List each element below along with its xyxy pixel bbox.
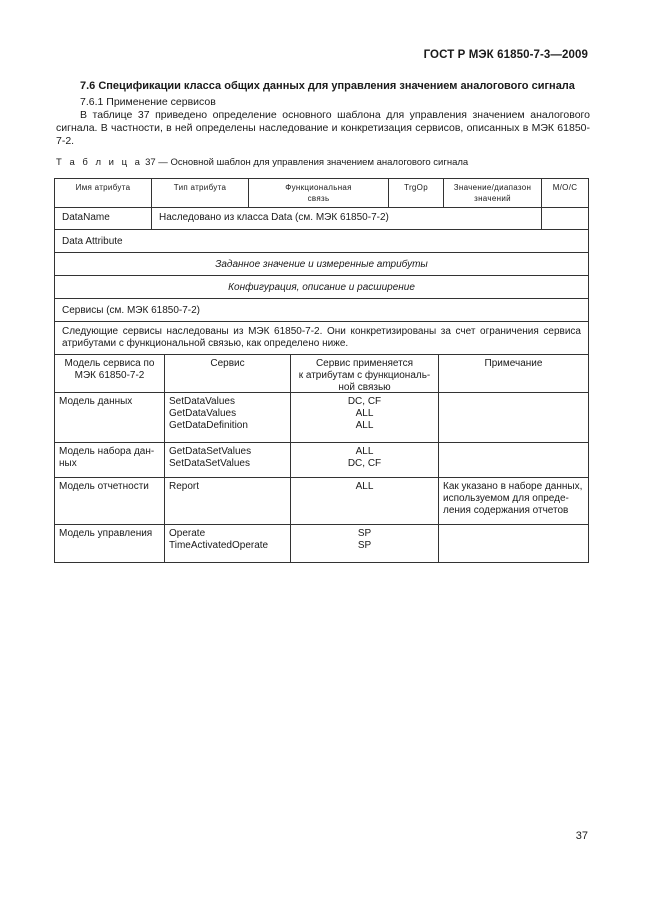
svc-header-applies: Сервис применяется к атрибутам с функциональ- ной связью	[291, 355, 439, 392]
header-moc: М/О/С	[552, 183, 578, 192]
page-number: 37	[575, 830, 588, 842]
svc-model: Модель набора дан- ных	[55, 443, 165, 477]
svc-services: Report	[165, 478, 291, 524]
caption-prefix: Т а б л и ц а	[56, 157, 143, 168]
svc-row-dataset-model	[55, 443, 588, 478]
dataname-row	[55, 208, 588, 230]
config-row: Конфигурация, описание и расширение	[55, 276, 588, 299]
set-measured-row: Заданное значение и измеренные атрибуты	[55, 253, 588, 276]
services-header-row	[55, 355, 588, 393]
svc-header-service: Сервис	[165, 355, 291, 392]
table-header-row	[55, 179, 588, 208]
svc-model: Модель данных	[55, 393, 165, 442]
caption-text: 37 — Основной шаблон для управления значением аналогового сигнала	[142, 157, 469, 168]
header-trgop: TrgOp	[389, 179, 444, 207]
svc-note	[439, 393, 588, 442]
svc-note: Как указано в наборе данных, используемом для опреде- ления содержания отчетов	[443, 481, 583, 516]
data-attribute-row: Data Attribute	[55, 230, 588, 253]
svc-model: Модель управления	[55, 525, 165, 562]
dataname-label: DataName	[55, 208, 152, 229]
svc-note	[439, 443, 588, 477]
header-range: Значение/диапазон значений	[444, 179, 542, 207]
dataname-moc	[542, 208, 588, 229]
header-attr-type: Тип атрибута	[152, 179, 249, 207]
svc-fc: SP SP	[291, 525, 439, 562]
svc-model: Модель отчетности	[55, 478, 165, 524]
standard-header: ГОСТ Р МЭК 61850-7-3—2009	[423, 49, 588, 61]
subsection-title: 7.6.1 Применение сервисов	[80, 96, 216, 108]
header-fc: Функциональная связь	[249, 179, 389, 207]
svc-header-model: Модель сервиса по МЭК 61850-7-2	[55, 355, 165, 392]
svc-services: GetDataSetValues SetDataSetValues	[165, 443, 291, 477]
dataname-value: Наследовано из класса Data (см. МЭК 61850-7-2)	[152, 208, 542, 229]
header-attr-name: Имя атрибута	[55, 179, 152, 207]
svc-fc: ALL	[291, 478, 439, 524]
svc-row-control-model	[55, 525, 588, 562]
svc-note	[439, 525, 588, 562]
svc-services: Operate TimeActivatedOperate	[165, 525, 291, 562]
services-label-row: Сервисы (см. МЭК 61850-7-2)	[55, 299, 588, 322]
svc-fc: DC, CF ALL ALL	[291, 393, 439, 442]
intro-paragraph: В таблице 37 приведено определение основного шаблона для управления значением аналогового сигнала. В частности, в ней определены наследование и конкретизация сервисов, описанных в МЭК 61850-7-2.	[56, 109, 590, 147]
svc-services: SetDataValues GetDataValues GetDataDefinition	[165, 393, 291, 442]
services-intro-row: Следующие сервисы наследованы из МЭК 61850-7-2. Они конкретизированы за счет ограничения сервиса атрибутами с функциональной связью, как определено ниже.	[55, 322, 588, 355]
svc-row-reporting-model	[55, 478, 588, 525]
table-caption	[56, 157, 468, 168]
svc-row-data-model	[55, 393, 588, 443]
template-table	[54, 178, 589, 563]
section-title: 7.6 Спецификации класса общих данных для управления значением аналогового сигнала	[80, 80, 575, 92]
svc-fc: ALL DC, CF	[291, 443, 439, 477]
svc-header-note: Примечание	[484, 358, 543, 369]
